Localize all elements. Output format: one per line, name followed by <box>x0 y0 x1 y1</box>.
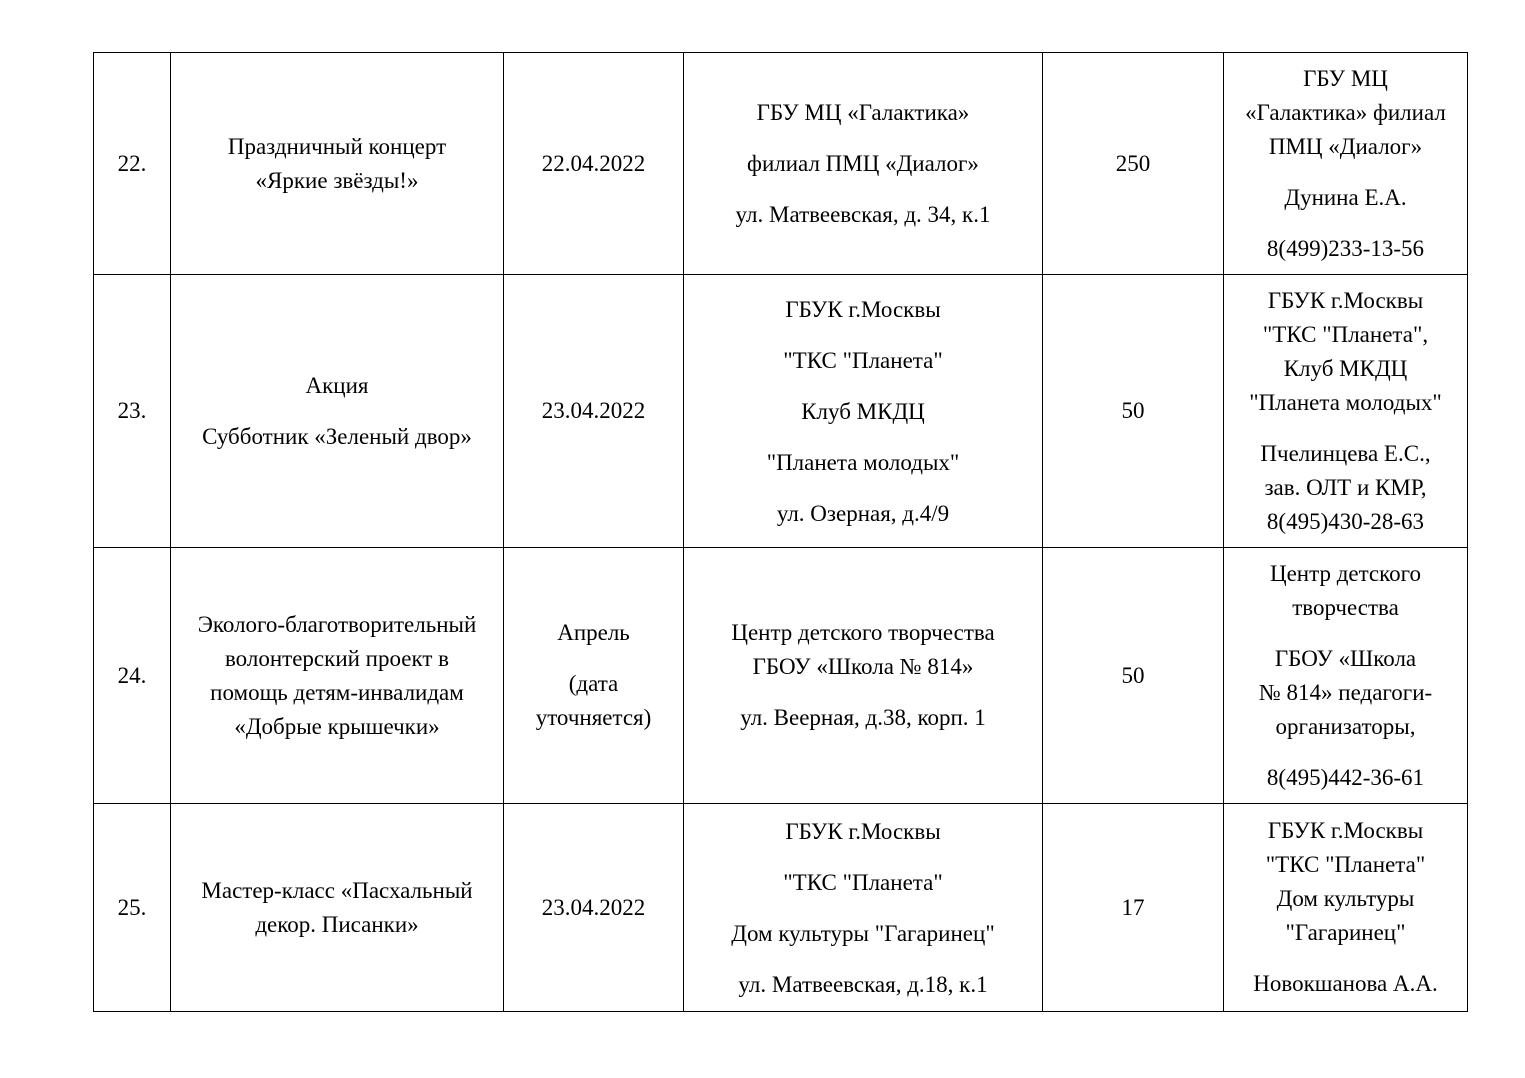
event-place: Центр детского творчества ГБОУ «Школа № 814» ул. Веерная, д.38, корп. 1 <box>684 548 1043 804</box>
event-place: ГБУ МЦ «Галактика» филиал ПМЦ «Диалог» ул. Матвеевская, д. 34, к.1 <box>684 53 1043 275</box>
participant-count: 17 <box>1043 804 1224 1012</box>
row-number: 23. <box>94 275 171 548</box>
table-row <box>94 804 1468 1012</box>
participant-count: 50 <box>1043 548 1224 804</box>
event-date: 23.04.2022 <box>504 275 684 548</box>
event-name: Акция Субботник «Зеленый двор» <box>171 275 504 548</box>
responsible: ГБУК г.Москвы "ТКС "Планета", Клуб МКДЦ "Планета молодых" Пчелинцева Е.С., зав. ОЛТ и КМР, 8(495)430-28-63 <box>1224 275 1468 548</box>
responsible: ГБУК г.Москвы "ТКС "Планета" Дом культуры "Гагаринец" Новокшанова А.А. <box>1224 804 1468 1012</box>
responsible: Центр детского творчества ГБОУ «Школа № 814» педагоги- организаторы, 8(495)442-36-61 <box>1224 548 1468 804</box>
row-number: 22. <box>94 53 171 275</box>
participant-count: 50 <box>1043 275 1224 548</box>
row-number: 24. <box>94 548 171 804</box>
row-number: 25. <box>94 804 171 1012</box>
event-place: ГБУК г.Москвы "ТКС "Планета" Клуб МКДЦ "Планета молодых" ул. Озерная, д.4/9 <box>684 275 1043 548</box>
event-place: ГБУК г.Москвы "ТКС "Планета" Дом культуры "Гагаринец" ул. Матвеевская, д.18, к.1 <box>684 804 1043 1012</box>
event-name: Эколого-благотворительный волонтерский проект в помощь детям-инвалидам «Добрые крышечки» <box>171 548 504 804</box>
events-table <box>93 52 1468 1012</box>
participant-count: 250 <box>1043 53 1224 275</box>
event-name: Мастер-класс «Пасхальный декор. Писанки» <box>171 804 504 1012</box>
table-row <box>94 53 1468 275</box>
event-date: 23.04.2022 <box>504 804 684 1012</box>
event-date: 22.04.2022 <box>504 53 684 275</box>
responsible: ГБУ МЦ «Галактика» филиал ПМЦ «Диалог» Дунина Е.А. 8(499)233-13-56 <box>1224 53 1468 275</box>
table-row <box>94 548 1468 804</box>
event-date: Апрель (дата уточняется) <box>504 548 684 804</box>
table-row <box>94 275 1468 548</box>
event-name: Праздничный концерт «Яркие звёзды!» <box>171 53 504 275</box>
